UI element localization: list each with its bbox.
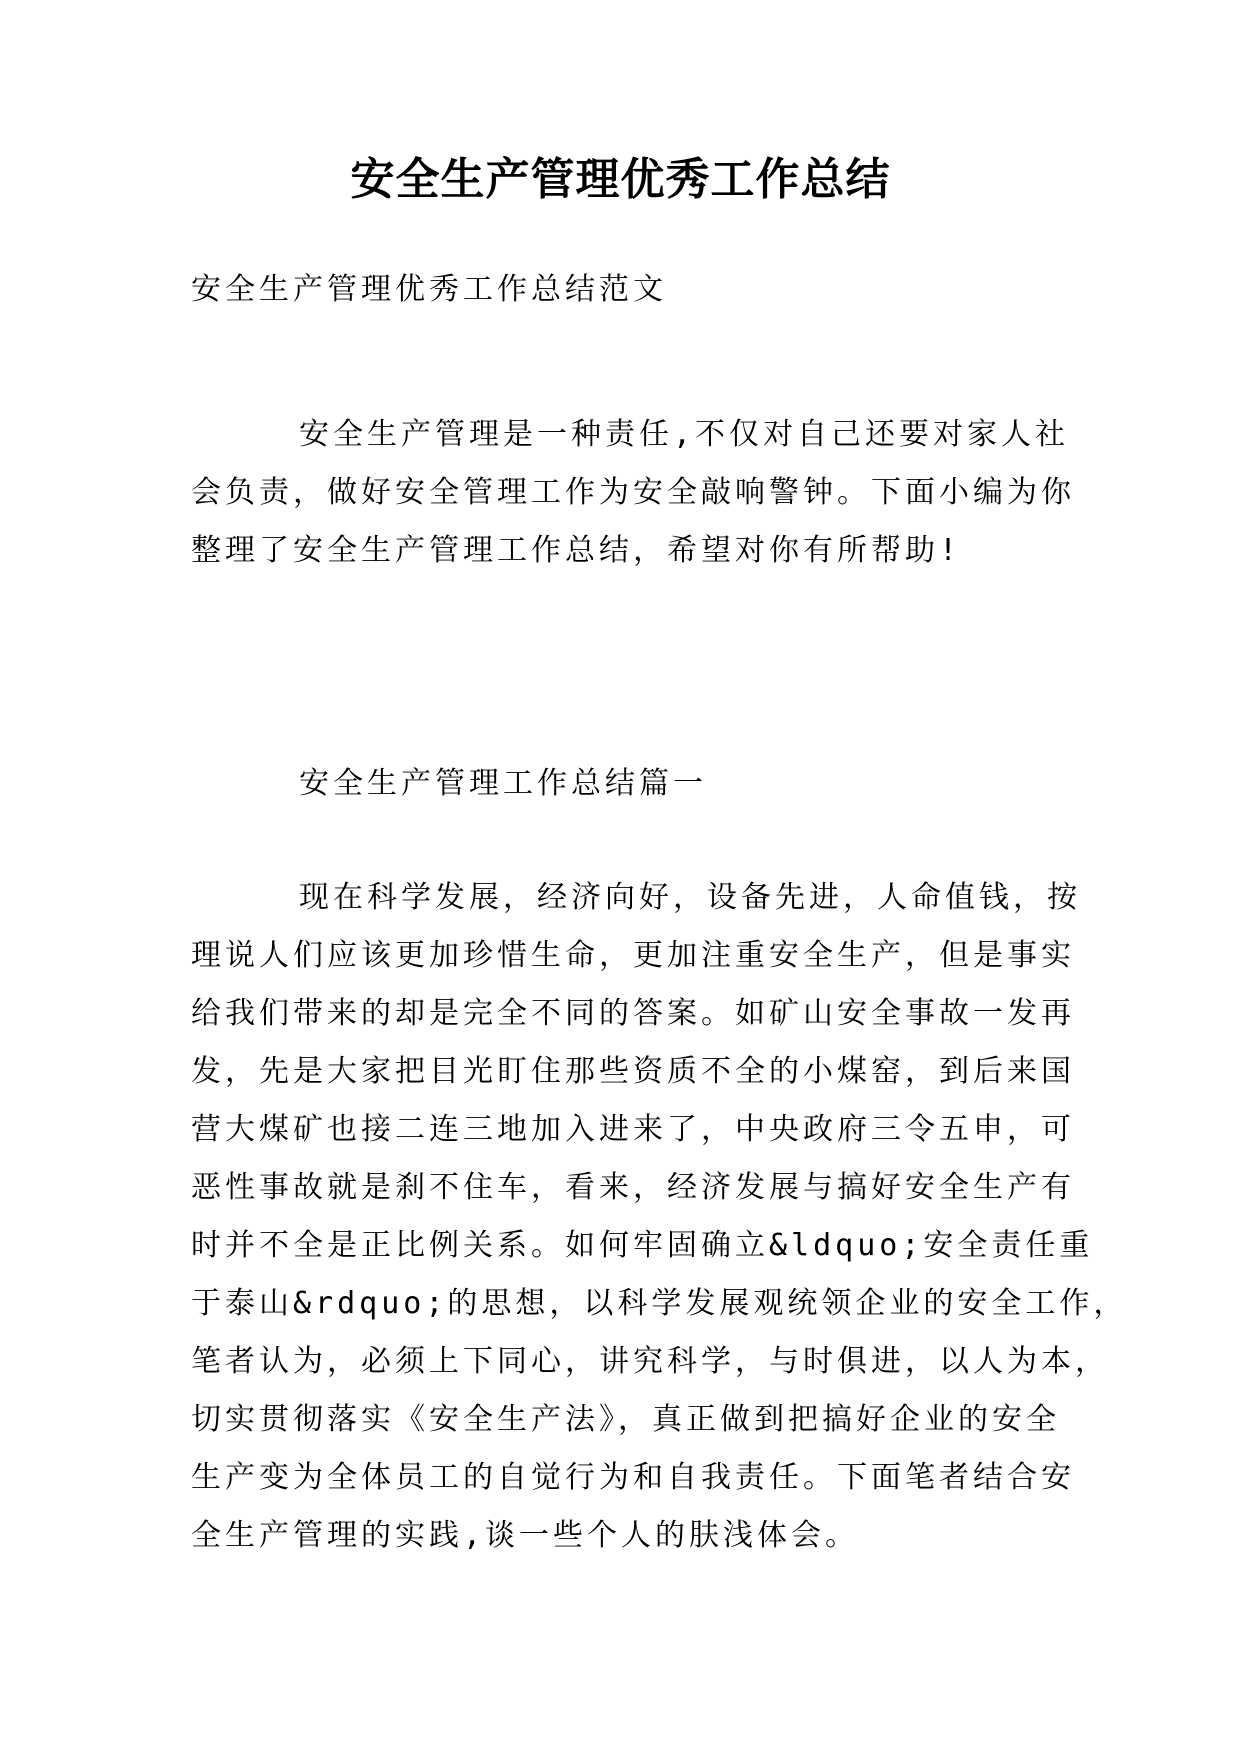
intro-paragraph: [191, 406, 1075, 580]
paragraph-line: 笔者认为，必须上下同心，讲究科学，与时俱进，以人为本，: [191, 1344, 1109, 1379]
paragraph-line: 安全生产管理是一种责任,不仅对自己还要对家人社: [299, 417, 1070, 452]
paragraph-line: 理说人们应该更加珍惜生命，更加注重安全生产，但是事实: [191, 938, 1075, 973]
paragraph-line: 营大煤矿也接二连三地加入进来了，中央政府三令五申，可: [191, 1112, 1075, 1147]
section-heading: 安全生产管理工作总结篇一: [299, 766, 707, 801]
paragraph-line: 会负责，做好安全管理工作为安全敲响警钟。下面小编为你: [191, 475, 1075, 510]
paragraph-line: 发，先是大家把目光盯住那些资质不全的小煤窑，到后来国: [191, 1054, 1075, 1089]
document-subtitle: 安全生产管理优秀工作总结范文: [191, 272, 667, 307]
paragraph-line: 给我们带来的却是完全不同的答案。如矿山安全事故一发再: [191, 996, 1075, 1031]
paragraph-line: 全生产管理的实践,谈一些个人的肤浅体会。: [191, 1518, 860, 1553]
section-paragraph: [191, 869, 1128, 1565]
paragraph-line: 生产变为全体员工的自觉行为和自我责任。下面笔者结合安: [191, 1460, 1075, 1495]
paragraph-line: 整理了安全生产管理工作总结，希望对你有所帮助!: [191, 533, 962, 568]
paragraph-line: 于泰山&rdquo;的思想，以科学发展观统领企业的安全工作，: [191, 1286, 1128, 1321]
paragraph-line: 现在科学发展，经济向好，设备先进，人命值钱，按: [299, 880, 1081, 915]
paragraph-line: 时并不全是正比例关系。如何牢固确立&ldquo;安全责任重: [191, 1228, 1094, 1263]
document-title: 安全生产管理优秀工作总结: [350, 154, 891, 205]
paragraph-line: 恶性事故就是刹不住车，看来，经济发展与搞好安全生产有: [191, 1170, 1075, 1205]
paragraph-line: 切实贯彻落实《安全生产法》，真正做到把搞好企业的安全: [191, 1402, 1060, 1437]
